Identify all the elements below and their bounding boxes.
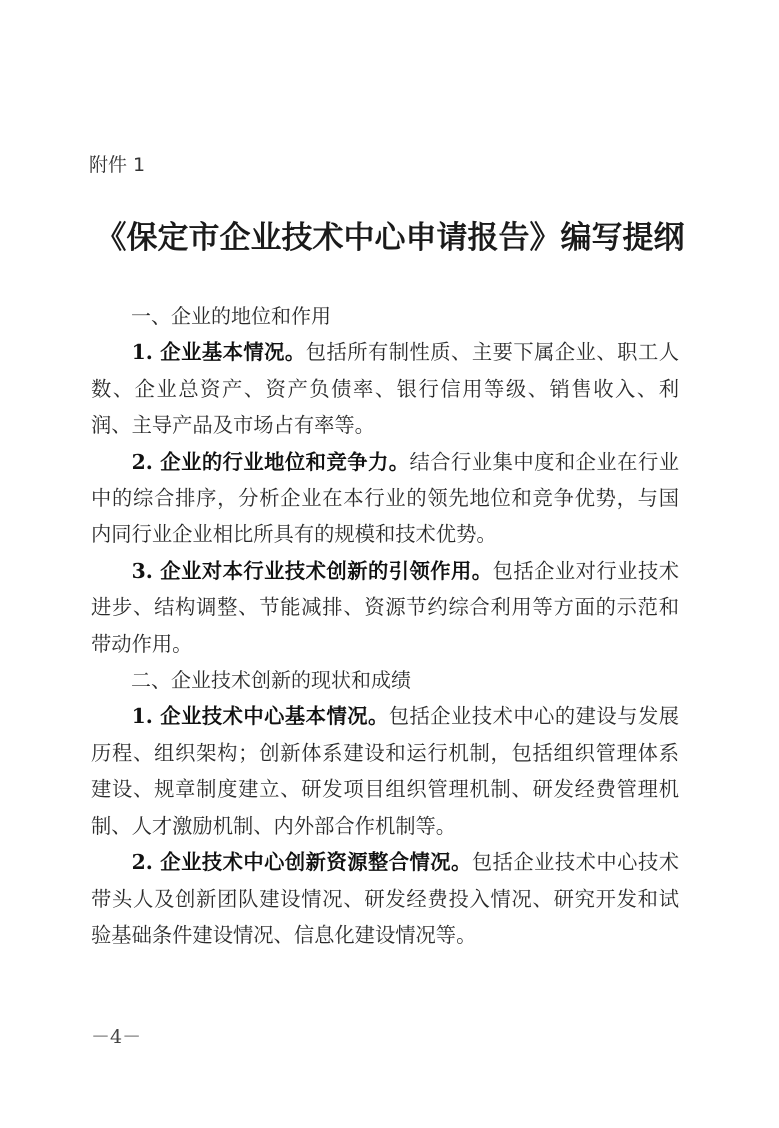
document-body [91,298,679,953]
paragraph-text: 结合行业集中度和企业在行业中的综合排序，分析企业在本行业的领先地位和竞争优势，与国内同行业企业相比所具有的规模和技术优势。 [91,449,679,547]
attachment-label: 附件 1 [89,154,146,176]
section-heading-2: 二、企业技术创新的现状和成绩 [131,668,411,693]
paragraph-text: 包括企业技术中心的建设与发展历程、组织架构；创新体系建设和运行机制，包括组织管理体系建设、规章制度建立、研发项目组织管理机制、研发经费管理机制、人才激励机制、内外部合作机制等。 [91,704,679,838]
paragraph-1-2 [91,444,679,553]
paragraph-lead: 2. 企业的行业地位和竞争力。 [131,449,410,474]
paragraph-2-1 [91,698,679,844]
document-title: 《保定市企业技术中心申请报告》编写提纲 [95,220,685,256]
paragraph-text: 包括企业技术中心技术带头人及创新团队建设情况、研发经费投入情况、研究开发和试验基础条件建设情况、信息化建设情况等。 [91,850,679,947]
paragraph-lead: 2. 企业技术中心创新资源整合情况。 [131,850,472,875]
page-number: －4－ [91,1026,142,1048]
paragraph-1-3 [91,553,679,662]
paragraph-lead: 3. 企业对本行业技术创新的引领作用。 [131,558,493,583]
paragraph-1-1 [91,334,679,443]
section-heading-1: 一、企业的地位和作用 [131,304,331,328]
paragraph-lead: 1. 企业技术中心基本情况。 [131,704,389,729]
paragraph-text: 包括所有制性质、主要下属企业、职工人数、企业总资产、资产负债率、银行信用等级、销售收入、利润、主导产品及市场占有率等。 [91,340,679,438]
paragraph-text: 包括企业对行业技术进步、结构调整、节能减排、资源节约综合利用等方面的示范和带动作用。 [91,558,679,656]
paragraph-lead: 1. 企业基本情况。 [131,340,306,365]
paragraph-2-2 [91,844,679,953]
